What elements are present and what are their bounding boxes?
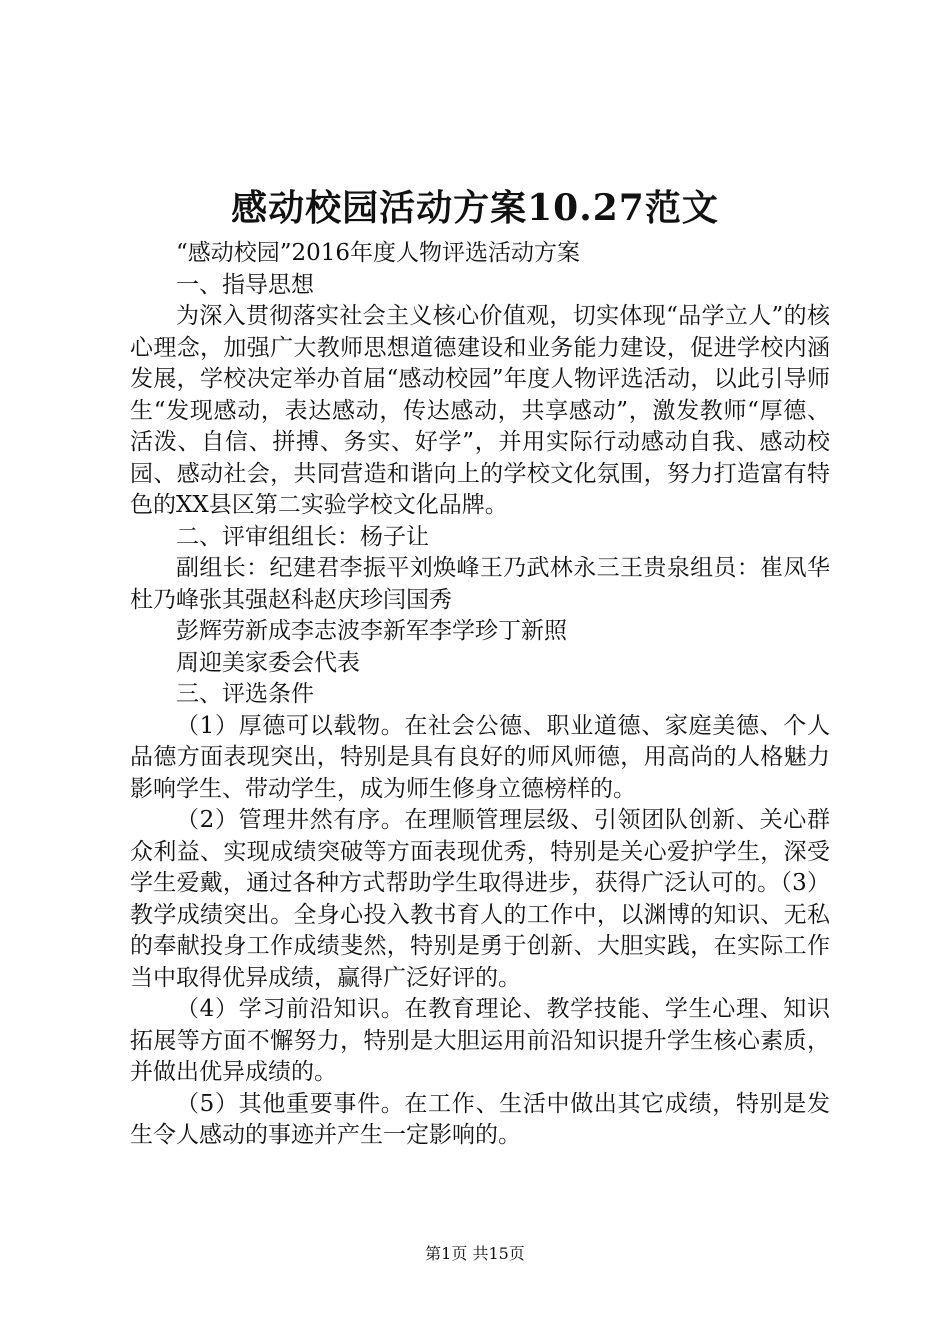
criteria-item: （4）学习前沿知识。在教育理论、教学技能、学生心理、知识拓展等方面不懈努力，特别是大胆运用前沿知识提升学生核心素质，并做出优异成绩的。 — [130, 996, 830, 1085]
body-paragraph: 彭辉劳新成李志波李新军李学珍丁新照 — [176, 618, 567, 644]
section-heading-guiding-ideology: 一、指导思想 — [176, 271, 314, 298]
criteria-item: （1）厚德可以载物。在社会公德、职业道德、家庭美德、个人品德方面表现突出，特别是具有良好的师风师德，用高尚的人格魅力影响学生、带动学生，成为师生修身立德榜样的。 — [130, 712, 830, 802]
document-body — [130, 238, 830, 1152]
document-title: 感动校园活动方案10.27范文 — [231, 187, 719, 229]
body-paragraph: 副组长：纪建君李振平刘焕峰王乃武林永三王贵泉组员：崔凤华杜乃峰张其强赵科赵庆珍闫国秀 — [130, 555, 830, 613]
criteria-item: （5）其他重要事件。在工作、生活中做出其它成绩，特别是发生令人感动的事迹并产生一定影响的。 — [130, 1090, 830, 1148]
section-heading-criteria: 三、评选条件 — [176, 681, 314, 707]
section-heading-review-team: 二、评审组组长：杨子让 — [176, 523, 429, 550]
body-paragraph: 周迎美家委会代表 — [176, 649, 360, 676]
body-paragraph: 为深入贯彻落实社会主义核心价值观，切实体现“品学立人”的核心理念，加强广大教师思想道德建设和业务能力建设，促进学校内涵发展，学校决定举办首届“感动校园”年度人物评选活动，以此引导师生“发现感动，表达感动，传达感动，共享感动”，激发教师“厚德、活泼、自信、拼搏、务实、好学”，并用实际行动感动自我、感动校园、感动社会，共同营造和谐向上的学校文化氛围，努力打造富有特色的XX县区第二实验学校文化品牌。 — [130, 303, 830, 518]
page-footer: 第1页 共15页 — [425, 1244, 525, 1263]
criteria-item: （2）管理井然有序。在理顺管理层级、引领团队创新、关心群众利益、实现成绩突破等方面表现优秀，特别是关心爱护学生，深受学生爱戴，通过各种方式帮助学生取得进步，获得广泛认可的。（3）教学成绩突出。全身心投入教书育人的工作中，以渊博的知识、无私的奉献投身工作成绩斐然，特别是勇于创新、大胆实践，在实际工作当中取得优异成绩，赢得广泛好评的。 — [130, 807, 830, 991]
subtitle-paragraph: “感动校园”2016年度人物评选活动方案 — [176, 240, 581, 266]
